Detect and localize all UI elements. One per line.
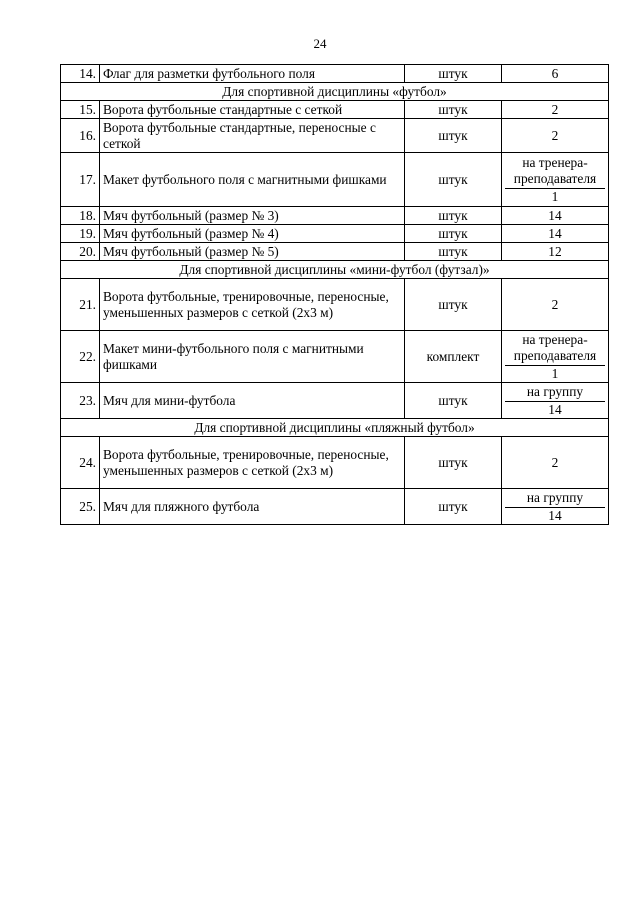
table-row	[61, 65, 609, 83]
quantity-basis: на тренера-преподавателя	[505, 154, 605, 189]
item-unit: штук	[405, 279, 502, 331]
quantity-basis: на группу	[505, 383, 605, 402]
item-name: Ворота футбольные стандартные с сеткой	[100, 101, 405, 119]
item-unit: комплект	[405, 331, 502, 383]
table-row	[61, 489, 609, 525]
quantity-value: 14	[548, 508, 562, 523]
row-number: 22.	[61, 331, 100, 383]
item-unit: штук	[405, 119, 502, 153]
item-name: Ворота футбольные, тренировочные, переносные, уменьшенных размеров с сеткой (2х3 м)	[100, 279, 405, 331]
item-name: Мяч футбольный (размер № 3)	[100, 207, 405, 225]
table-row	[61, 279, 609, 331]
item-name: Ворота футбольные, тренировочные, переносные, уменьшенных размеров с сеткой (2х3 м)	[100, 437, 405, 489]
section-row	[61, 261, 609, 279]
item-quantity: 2	[502, 437, 609, 489]
table-row	[61, 243, 609, 261]
section-title: Для спортивной дисциплины «мини-футбол (футзал)»	[61, 261, 609, 279]
quantity-basis: на тренера-преподавателя	[505, 331, 605, 366]
table-row	[61, 119, 609, 153]
item-unit: штук	[405, 437, 502, 489]
item-quantity	[502, 153, 609, 207]
item-unit: штук	[405, 383, 502, 419]
item-name: Мяч футбольный (размер № 5)	[100, 243, 405, 261]
item-quantity: 12	[502, 243, 609, 261]
table-row	[61, 153, 609, 207]
item-name: Мяч для пляжного футбола	[100, 489, 405, 525]
row-number: 21.	[61, 279, 100, 331]
item-unit: штук	[405, 65, 502, 83]
item-quantity: 6	[502, 65, 609, 83]
item-quantity	[502, 489, 609, 525]
row-number: 24.	[61, 437, 100, 489]
row-number: 25.	[61, 489, 100, 525]
item-unit: штук	[405, 101, 502, 119]
row-number: 19.	[61, 225, 100, 243]
table-row	[61, 437, 609, 489]
row-number: 23.	[61, 383, 100, 419]
section-row	[61, 83, 609, 101]
table-row	[61, 225, 609, 243]
row-number: 14.	[61, 65, 100, 83]
item-quantity: 2	[502, 101, 609, 119]
item-unit: штук	[405, 489, 502, 525]
item-unit: штук	[405, 225, 502, 243]
section-row	[61, 419, 609, 437]
item-unit: штук	[405, 243, 502, 261]
item-name: Макет мини-футбольного поля с магнитными фишками	[100, 331, 405, 383]
item-name: Макет футбольного поля с магнитными фишками	[100, 153, 405, 207]
table-row	[61, 383, 609, 419]
item-quantity: 2	[502, 119, 609, 153]
item-quantity	[502, 383, 609, 419]
row-number: 18.	[61, 207, 100, 225]
quantity-value: 1	[551, 366, 559, 381]
quantity-basis: на группу	[505, 489, 605, 508]
quantity-value: 14	[548, 402, 562, 417]
row-number: 20.	[61, 243, 100, 261]
row-number: 17.	[61, 153, 100, 207]
item-unit: штук	[405, 207, 502, 225]
section-title: Для спортивной дисциплины «футбол»	[61, 83, 609, 101]
table-row	[61, 207, 609, 225]
item-quantity: 14	[502, 207, 609, 225]
item-quantity	[502, 331, 609, 383]
row-number: 16.	[61, 119, 100, 153]
item-name: Мяч футбольный (размер № 4)	[100, 225, 405, 243]
item-quantity: 2	[502, 279, 609, 331]
section-title: Для спортивной дисциплины «пляжный футбол»	[61, 419, 609, 437]
page-number: 24	[313, 36, 327, 51]
item-name: Мяч для мини-футбола	[100, 383, 405, 419]
item-quantity: 14	[502, 225, 609, 243]
item-name: Ворота футбольные стандартные, переносные с сеткой	[100, 119, 405, 153]
equipment-table	[60, 64, 609, 525]
quantity-value: 1	[551, 189, 559, 204]
row-number: 15.	[61, 101, 100, 119]
table-row	[61, 101, 609, 119]
item-name: Флаг для разметки футбольного поля	[100, 65, 405, 83]
item-unit: штук	[405, 153, 502, 207]
table-row	[61, 331, 609, 383]
